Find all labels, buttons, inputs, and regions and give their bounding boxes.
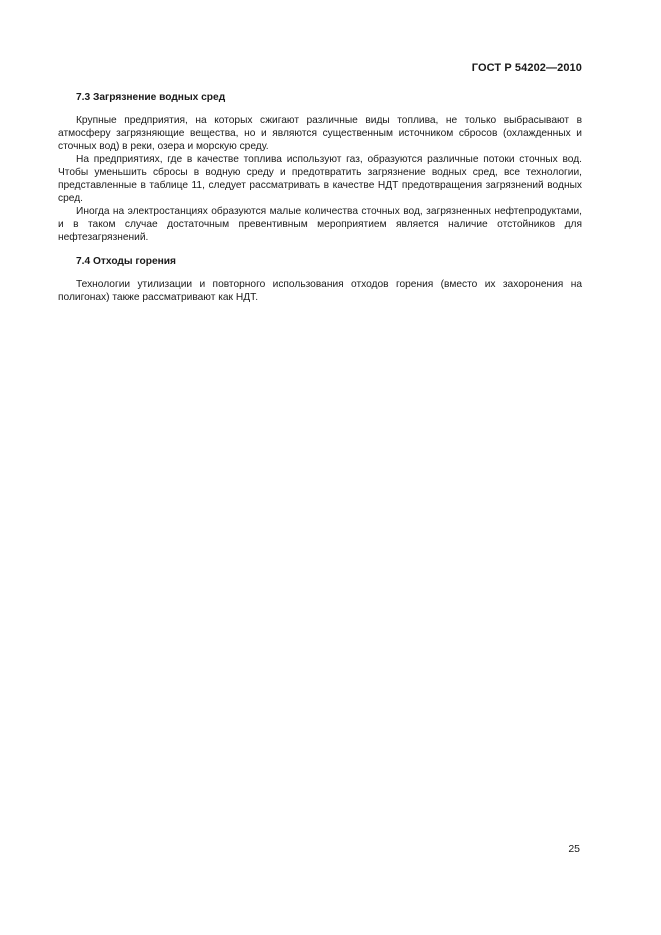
section-7-4: [58, 255, 582, 304]
section-heading: 7.4 Отходы горения: [76, 256, 176, 267]
paragraph: На предприятиях, где в качестве топлива используют газ, образуются различные потоки сточных вод. Чтобы уменьшить сбросы в водную среду и предотвратить загрязнение водных сред, все технологии, представленные в таблице 11, следует рассматривать в качестве НДТ предотвращения загрязнений водных сред.: [58, 154, 582, 204]
paragraph: Технологии утилизации и повторного использования отходов горения (вместо их захоронения на полигонах) также рассматривают как НДТ.: [58, 279, 582, 303]
paragraph: Иногда на электростанциях образуются малые количества сточных вод, загрязненных нефтепродуктами, и в таком случае достаточным превентивным мероприятием является наличие отстойников для нефтезагрязнений.: [58, 206, 582, 243]
section-spacer: [58, 244, 582, 255]
paragraph: Крупные предприятия, на которых сжигают различные виды топлива, не только выбрасывают в атмосферу загрязняющие вещества, но и являются существенным источником сбросов (охлажденных и сточных вод) в реки, озера и морскую среду.: [58, 115, 582, 152]
document-id: ГОСТ Р 54202—2010: [471, 62, 582, 74]
page-content: [58, 91, 582, 304]
page-number: 25: [568, 843, 580, 855]
section-heading: 7.3 Загрязнение водных сред: [76, 92, 226, 103]
section-7-3: [58, 91, 582, 244]
